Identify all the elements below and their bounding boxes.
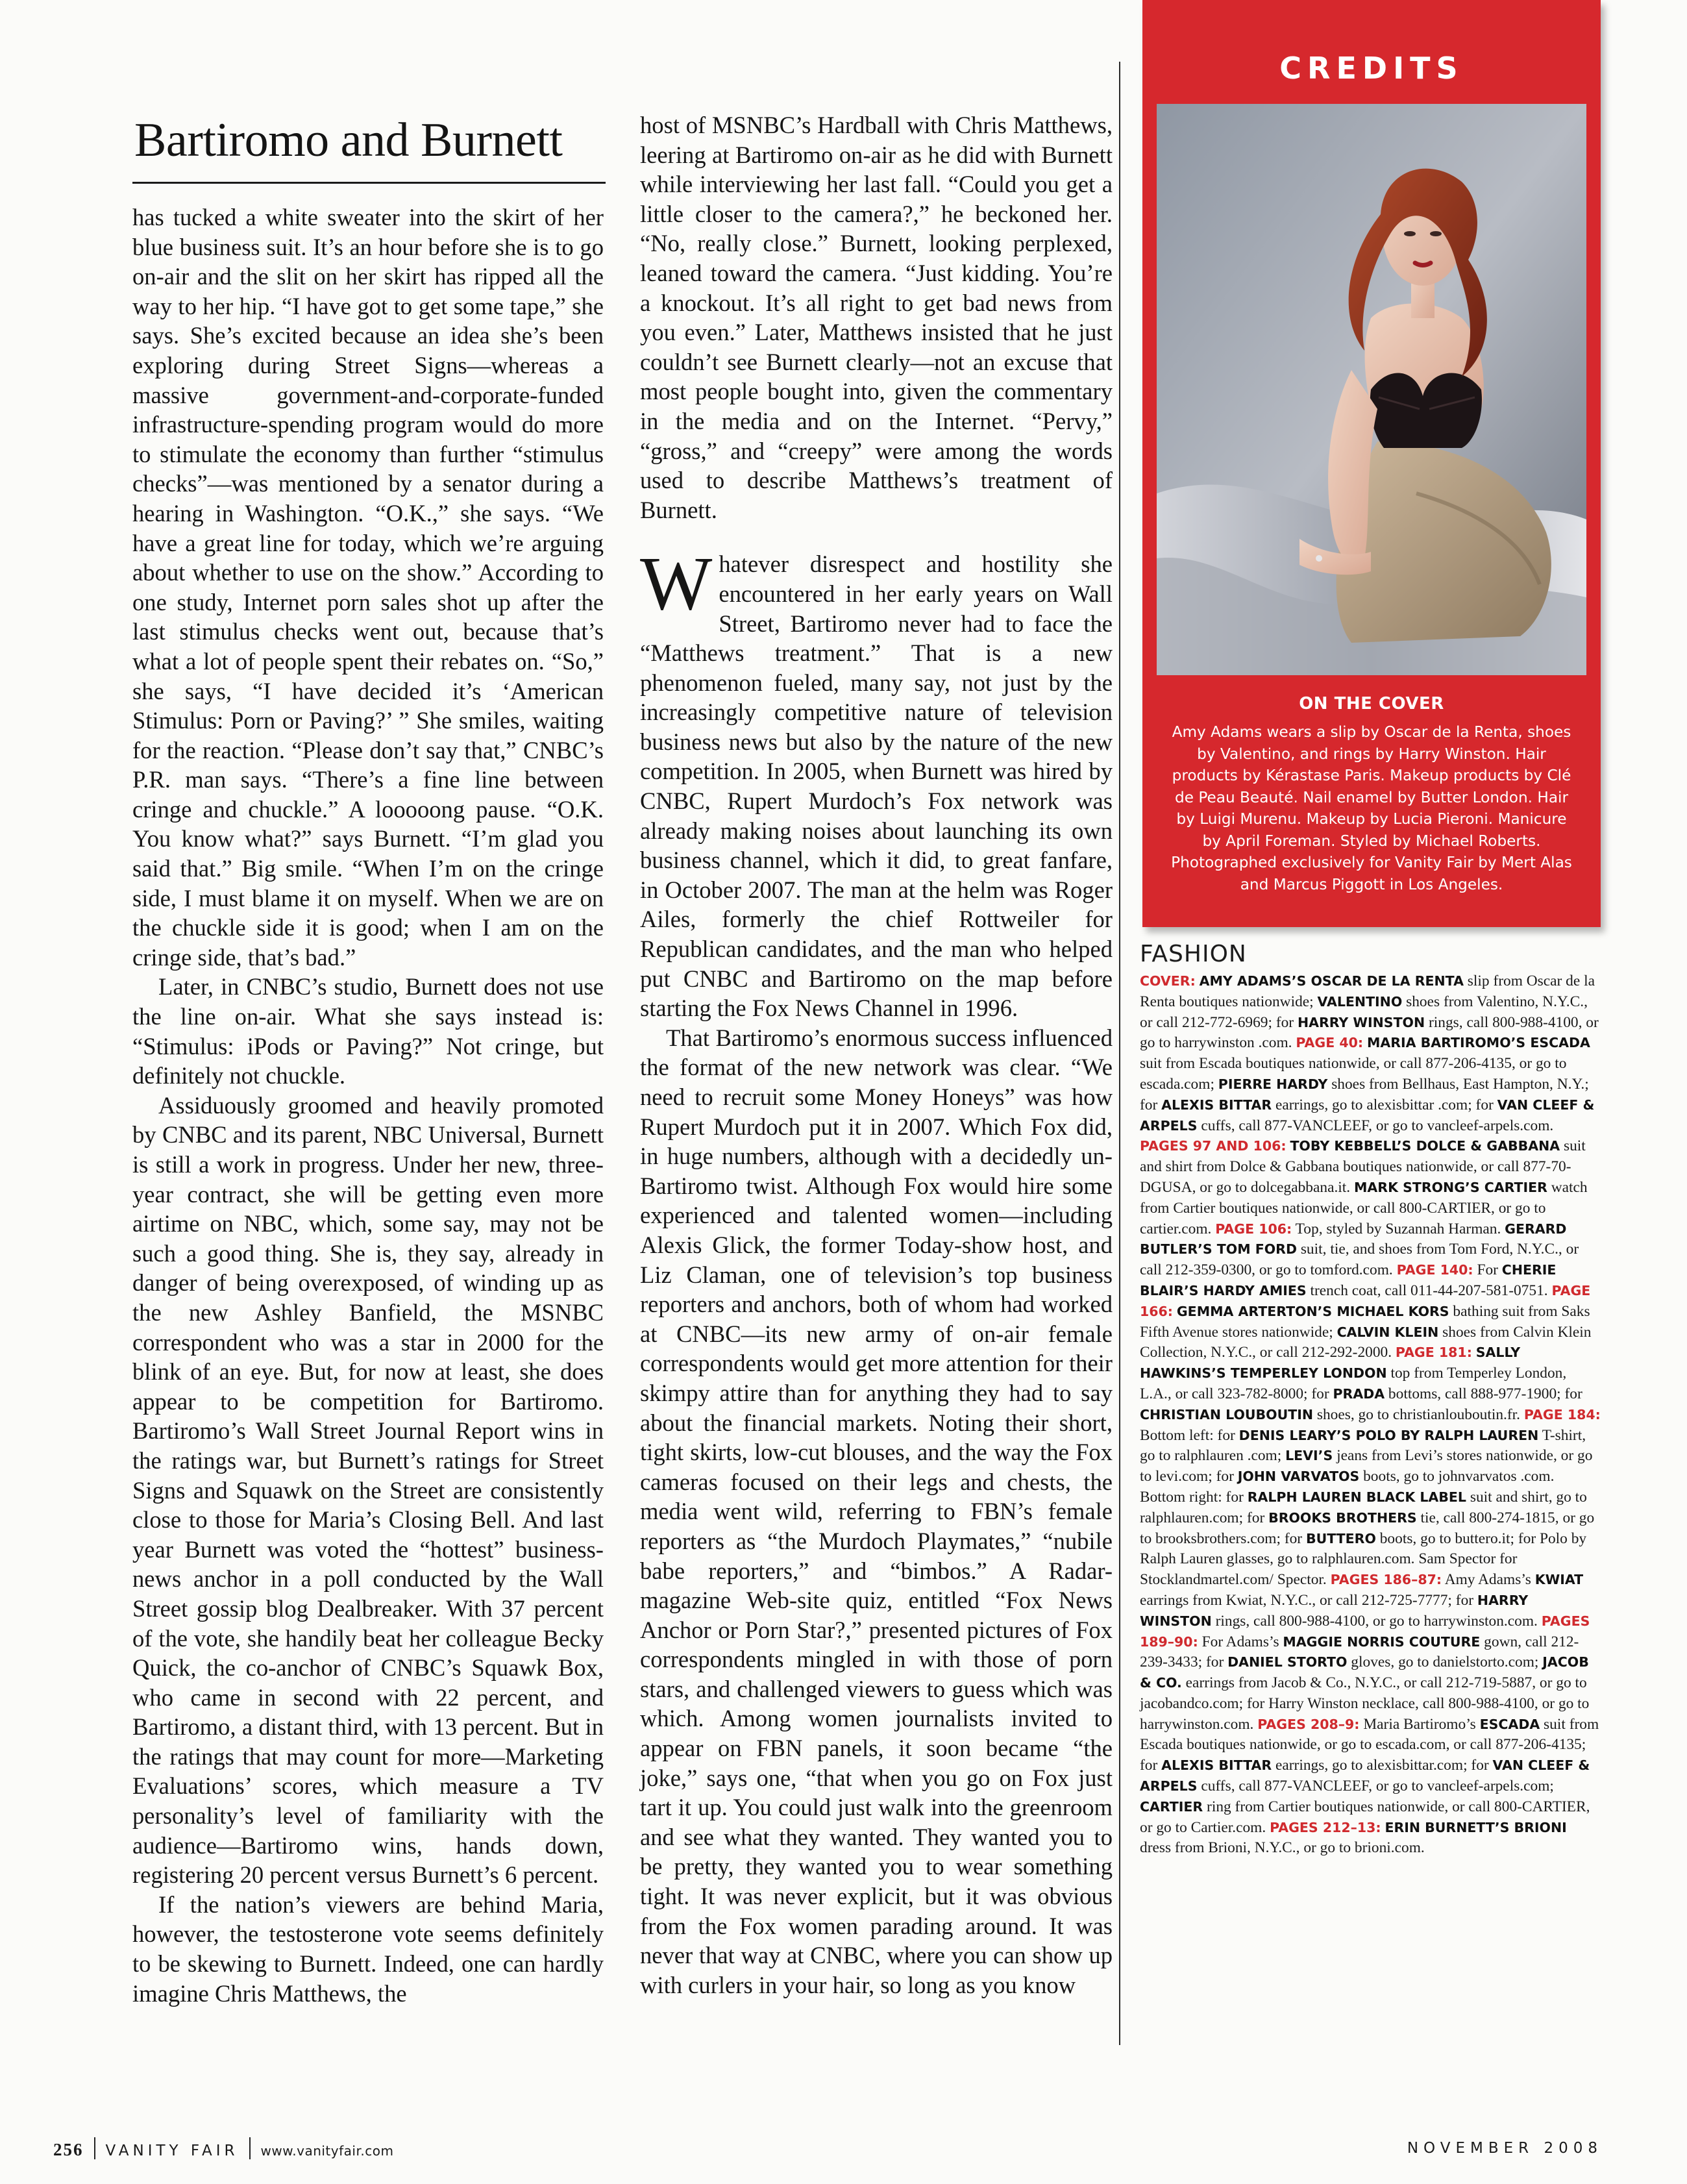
paragraph: If the nation’s viewers are behind Maria, however, the testosterone vote seems definitely to be skewing to Burnett. Indeed, one can hardly imagine Chris Matthews, the (132, 1891, 604, 2007)
paragraph: Assiduously groomed and heavily promoted by CNBC and its parent, NBC Universal, Burnett is still a work in progress. Under her new, three-year contract, she will be getting even more airtime on NBC, which, some say, may not be such a good thing. She is, they say, already in danger of being overexposed, of winding up as the new Ashley Banfield, the MSNBC correspondent who was a star in 2000 for the blink of an eye. But, for now at least, she does appear to be competition for Bartiromo. Bartiromo’s Wall Street Journal Report wins in the ratings war, but Burnett’s ratings for Street Signs and Squawk on the Street are consistently close to those for Maria’s Closing Bell. And last year Burnett was voted the “hottest” business-news anchor in a poll conducted by the Wall Street gossip blog Dealbreaker. With 37 percent of the vote, she handily beat her colleague Becky Quick, the co-anchor of CNBC’s Squawk Box, who came in second with 22 percent, and Bartiromo, a distant third, with 13 percent. But in the ratings that may count for more—Marketing Evaluations’ scores, which measure a TV personality’s level of familiarity with the audience—Bartiromo wins, hands down, registering 20 percent versus Burnett’s 6 percent. (132, 1091, 604, 1889)
footer-separator (94, 2137, 95, 2159)
column-divider (1119, 62, 1120, 2045)
page-footer-left (53, 2137, 393, 2160)
fashion-credits: COVER: AMY ADAMS’S OSCAR DE LA RENTA slip from Oscar de la Renta boutiques nationwide; VALENTINO shoes from Valentino, N.Y.C., or call 212-772-6969; for HARRY WINSTON rings, call 800-988-4100, or go to harrywinston .com. PAGE 40: MARIA BARTIROMO’S ESCADA suit from Escada boutiques nationwide, or call 877-206-4135, or go to escada.com; PIERRE HARDY shoes from Bellhaus, East Hampton, N.Y.; for ALEXIS BITTAR earrings, go to alexisbittar .com; for VAN CLEEF & ARPELS cuffs, call 877-VANCLEEF, or go to vancleef-arpels.com. PAGES 97 AND 106: TOBY KEBBELL’S DOLCE & GABBANA suit and shirt from Dolce & Gabbana boutiques nationwide, or call 877-70-DGUSA, or go to dolcegabbana.it. MARK STRONG’S CARTIER watch from Cartier boutiques nationwide, or call 800-CARTIER, or go to cartier.com. PAGE 106: Top, styled by Suzannah Harman. GERARD BUTLER’S TOM FORD suit, tie, and shoes from Tom Ford, N.Y.C., or call 212-359-0300, or go to tomford.com. PAGE 140: For CHERIE BLAIR’S HARDY AMIES trench coat, call 011-44-207-581-0751. PAGE 166: GEMMA ARTERTON’S MICHAEL KORS bathing suit from Saks Fifth Avenue stores nationwide; CALVIN KLEIN shoes from Calvin Klein Collection, N.Y.C., or call 212-292-2000. PAGE 181: SALLY HAWKINS’S TEMPERLEY LONDON top from Temperley London, L.A., or call 323-782-8000; for PRADA bottoms, call 888-977-1900; for CHRISTIAN LOUBOUTIN shoes, go to christianlouboutin.fr. PAGE 184: Bottom left: for DENIS LEARY’S POLO BY RALPH LAUREN T-shirt, go to ralphlauren .com; LEVI’S jeans from Levi’s stores nationwide, or go to levi.com; for JOHN VARVATOS boots, go to johnvarvatos .com. Bottom right: for RALPH LAUREN BLACK LABEL suit and shirt, go to ralphlauren.com; for BROOKS BROTHERS tie, call 800-274-1815, or go to brooksbrothers.com; for BUTTERO boots, go to buttero.it; for Polo by Ralph Lauren glasses, go to ralphlauren.com. Sam Spector for Stocklandmartel.com/ Spector. PAGES 186–87: Amy Adams’s KWIAT earrings from Kwiat, N.Y.C., or call 212-725-7777; for HARRY WINSTON rings, call 800-988-4100, or go to harrywinston.com. PAGES 189–90: For Adams’s MAGGIE NORRIS COUTURE gown, call 212-239-3433; for DANIEL STORTO gloves, go to danielstorto.com; JACOB & CO. earrings from Jacob & Co., N.Y.C., or call 212-719-5887, or go to jacobandco.com; for Harry Winston necklace, call 800-988-4100, or go to harrywinston.com. PAGES 208–9: Maria Bartiromo’s ESCADA suit from Escada boutiques nationwide, or go to escada.com, or call 877-206-4135; for ALEXIS BITTAR earrings, go to alexisbittar.com; for VAN CLEEF & ARPELS cuffs, call 877-VANCLEEF, or go to vancleef-arpels.com; CARTIER ring from Cartier boutiques nationwide, or call 800-CARTIER, or go to Cartier.com. PAGES 212–13: ERIN BURNETT’S BRIONI dress from Brioni, N.Y.C., or go to brioni.com. (1140, 973, 1601, 1857)
footer-separator (249, 2137, 251, 2159)
magazine-name: VANITY FAIR (105, 2142, 239, 2159)
paragraph: has tucked a white sweater into the skirt of her blue business suit. It’s an hour before she is to go on-air and the slit on her skirt has ripped all the way to her hip. “I have got to get some tape,” she says. She’s excited because an idea she’s been exploring during Street Signs—whereas a massive government-and-corporate-funded infrastructure-spending program would do more to stimulate the economy than further “stimulus checks”—was mentioned by a senator during a hearing in Washington. “O.K.,” she says. “We have a great line for today, which we’re arguing about whether to use on the show.” According to one study, Internet porn sales shot up after the last stimulus checks went out, because that’s what a lot of people spent their rebates on. “So,” she says, “I have decided it’s ‘American Stimulus: Porn or Paving?’ ” She smiles, waiting for the reaction. “Please don’t say that,” CNBC’s P.R. man says. “There’s a fine line between cringe and chuckle.” A looooong pause. “O.K. You know what?” says Burnett. “I’m glad you said that.” Big smile. “When I’m on the cringe side, I must blame it on myself. When we are on the chuckle side it is good; when I am on the cringe side, that’s bad.” (132, 204, 604, 971)
article-headline: Bartiromo and Burnett (134, 114, 563, 167)
issue-date: NOVEMBER 2008 (1407, 2140, 1603, 2157)
paragraph: host of MSNBC’s Hardball with Chris Matthews, leering at Bartiromo on-air as he did with Burnett while interviewing her last fall. “Could you get a little closer to the camera?,” he beckoned her. “No, really close.” Burnett, looking perplexed, leaned toward the camera. “Just kidding. You’re a knockout. It’s all right to get bad news from you even.” Later, Matthews insisted that he just couldn’t see Burnett clearly—not an excuse that most people bought into, given the commentary in the media and on the Internet. “Pervy,” “gross,” and “creepy” were among the words used to describe Matthews’s treatment of Burnett. (640, 112, 1113, 523)
paragraph-text: hatever disrespect and hostility she encountered in her early years on Wall Street, Bartiromo never had to face the “Matthews treatment.” That is a new phenomenon fueled, many say, not just by the increasingly competitive nature of television business news but also by the nature of the new competition. In 2005, when Burnett was hired by CNBC, Rupert Murdoch’s Fox network was already making noises about launching its own business channel, which it did, to great fanfare, in October 2007. The man at the helm was Roger Ailes, formerly the chief Rottweiler for Republican candidates, and the man who helped put CNBC and Bartiromo on the map before starting the Fox News Channel in 1996. (640, 551, 1113, 1022)
paragraph-with-dropcap (640, 541, 1113, 1023)
article-column-2 (640, 110, 1113, 2000)
fashion-heading: FASHION (1140, 941, 1247, 967)
on-cover-title: ON THE COVER (1299, 694, 1444, 714)
credits-panel (1142, 0, 1601, 927)
paragraph: That Bartiromo’s enormous success influenced the format of the new network was clear. “We need to recruit some Money Honeys” was how Rupert Murdoch put it in 2007. Which Fox did, in huge numbers, although with a decidedly un-Bartiromo twist. Although Fox would hire some experienced and talented women—including Alexis Glick, the former Today-show host, and Liz Claman, one of television’s top business reporters and anchors, both of whom had worked at CNBC—its new army of on-air female correspondents would get more attention for their skimpy attire than for anything they had to say about the financial markets. Noting their short, tight skirts, low-cut blouses, and the way the Fox cameras focused on their legs and chests, the media went wild, referring to FBN’s female reporters as “the Murdoch Playmates,” “nubile babe reporters,” and “bimbos.” A Radar-magazine Web-site quiz, entitled “Fox News Anchor or Porn Star?,” presented pictures of Fox correspondents mingled in with those of porn stars, and challenged viewers to guess which was which. Among women journalists invited to appear on FBN panels, it soon became “the joke,” says one, “that when you go on Fox just tart it up. You could just walk into the greenroom and see what they wanted. They wanted you to be pretty, they wanted you to wear something tight. It was never explicit, but it was obvious from the Fox women parading around. It was never that way at CNBC, where you can show up with curlers in your hair, so long as you know (640, 1024, 1113, 1998)
headline-rule (132, 182, 606, 184)
article-column-1 (132, 203, 604, 2008)
paragraph: Later, in CNBC’s studio, Burnett does not use the line on-air. What she says instead is: “Stimulus: iPods or Paving?” Not cringe, but definitely not chuckle. (132, 973, 604, 1089)
credits-title: CREDITS (1279, 51, 1464, 86)
cover-photo (1157, 104, 1586, 675)
dropcap: W (640, 541, 713, 627)
page-number: 256 (53, 2140, 84, 2159)
magazine-url[interactable]: www.vanityfair.com (260, 2143, 394, 2159)
on-cover-text: Amy Adams wears a slip by Oscar de la Renta, shoes by Valentino, and rings by Harry Winston. Hair products by Kérastase Paris. Makeup products by Clé de Peau Beauté. Nail enamel by Butter London. Hair by Luigi Murenu. Makeup by Lucia Pieroni. Manicure by April Foreman. Styled by Michael Roberts. Photographed exclusively for Vanity Fair by Mert Alas and Marcus Piggott in Los Angeles. (1171, 723, 1572, 893)
